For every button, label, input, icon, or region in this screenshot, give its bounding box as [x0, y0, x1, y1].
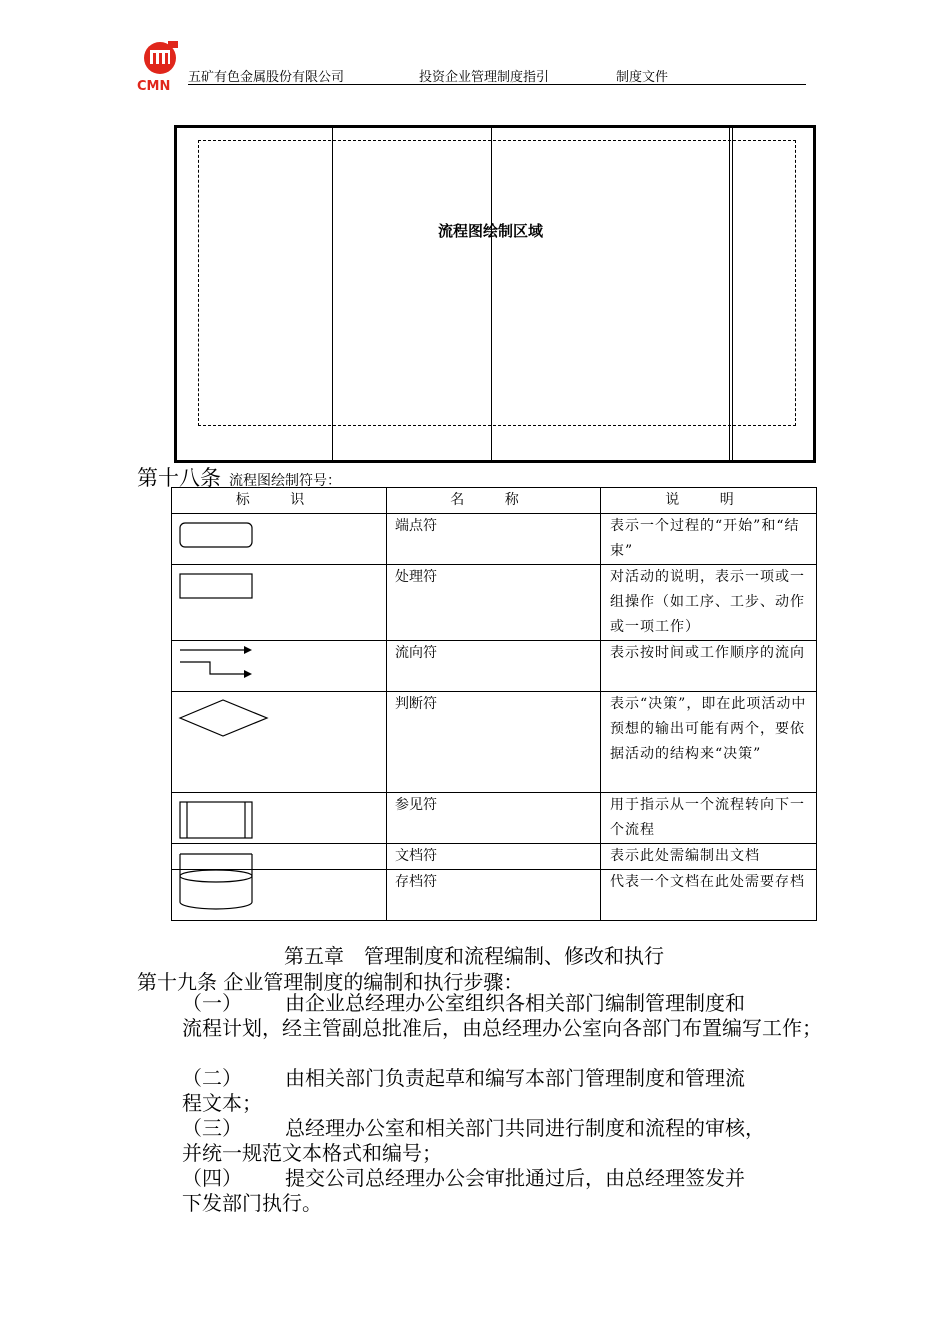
article-19-item	[182, 1116, 822, 1166]
article-19-heading: 第十九条 企业管理制度的编制和执行步骤：	[137, 970, 524, 994]
header-doc-type: 制度文件	[616, 70, 669, 85]
article-19-item	[182, 991, 822, 1041]
item-text-rest: 程文本；	[182, 1091, 262, 1115]
archive-symbol-cell	[172, 870, 387, 921]
item-number: （四）	[182, 1166, 242, 1190]
table-row	[172, 514, 817, 565]
header-divider	[188, 84, 806, 85]
item-text-line1: 由企业总经理办公室组织各相关部门编制管理制度和	[285, 991, 745, 1015]
decision-symbol-cell	[172, 692, 387, 793]
process-symbol-cell	[172, 565, 387, 641]
logo-text: CMN	[137, 79, 171, 92]
item-text-rest: 下发部门执行。	[182, 1191, 322, 1215]
table-row	[172, 692, 817, 793]
flow-direction-symbol-icon	[172, 641, 386, 691]
symbol-description: 表示一个过程的“开始”和“结束”	[601, 514, 817, 565]
document-symbol-cell	[172, 844, 387, 870]
table-header-row	[172, 488, 817, 514]
company-logo	[136, 38, 188, 92]
symbol-name: 存档符	[387, 870, 601, 921]
symbol-name: 处理符	[387, 565, 601, 641]
flowchart-column-divider	[491, 128, 492, 460]
article-19-item	[182, 1066, 822, 1116]
item-text-line1: 提交公司总经理办公会审批通过后，由总经理签发并	[285, 1166, 745, 1190]
symbol-description: 对活动的说明，表示一项或一组操作（如工序、工步、动作或一项工作）	[601, 565, 817, 641]
table-row	[172, 793, 817, 844]
terminal-symbol-icon	[172, 514, 386, 564]
symbol-name: 判断符	[387, 692, 601, 793]
header-company: 五矿有色金属股份有限公司	[188, 70, 345, 85]
table-header-description: 说 明	[601, 488, 817, 514]
item-text-rest: 流程计划，经主管副总批准后，由总经理办公室向各部门布置编写工作；	[182, 1016, 822, 1040]
flowchart-column-divider	[732, 128, 733, 460]
item-number: （二）	[182, 1066, 242, 1090]
table-row	[172, 870, 817, 921]
item-text-line1: 由相关部门负责起草和编写本部门管理制度和管理流	[285, 1066, 745, 1090]
process-symbol-icon	[172, 565, 386, 640]
item-number: （一）	[182, 991, 242, 1015]
symbol-description: 代表一个文档在此处需要存档	[601, 870, 817, 921]
flowchart-symbol-table	[171, 487, 817, 921]
table-row	[172, 641, 817, 692]
symbol-name: 参见符	[387, 793, 601, 844]
terminal-symbol-cell	[172, 514, 387, 565]
header-doc-title: 投资企业管理制度指引	[419, 70, 550, 85]
chapter-5-title: 第五章 管理制度和流程编制、修改和执行	[284, 944, 664, 968]
flowchart-area-label: 流程图绘制区域	[438, 222, 544, 240]
reference-symbol-icon	[172, 793, 386, 843]
item-text-line1: 总经理办公室和相关部门共同进行制度和流程的审核，	[285, 1116, 765, 1140]
article-18-title: 流程图绘制符号：	[229, 473, 341, 489]
symbol-description: 表示此处需编制出文档	[601, 844, 817, 870]
flowchart-area-dashed-border	[198, 140, 796, 426]
decision-symbol-icon	[172, 692, 386, 792]
item-number: （三）	[182, 1116, 242, 1140]
table-row	[172, 565, 817, 641]
symbol-description: 表示“决策”，即在此项活动中预想的输出可能有两个，要依据活动的结构来“决策”	[601, 692, 817, 793]
item-text-rest: 并统一规范文本格式和编号；	[182, 1141, 442, 1165]
article-18-number: 第十八条	[137, 466, 221, 490]
table-header-symbol: 标 识	[172, 488, 387, 514]
flowchart-column-divider	[729, 128, 730, 460]
symbol-name: 流向符	[387, 641, 601, 692]
symbol-name: 文档符	[387, 844, 601, 870]
symbol-name: 端点符	[387, 514, 601, 565]
reference-symbol-cell	[172, 793, 387, 844]
document-symbol-icon	[172, 844, 386, 869]
archive-symbol-icon	[172, 870, 386, 920]
symbol-description: 用于指示从一个流程转向下一个流程	[601, 793, 817, 844]
symbol-description: 表示按时间或工作顺序的流向	[601, 641, 817, 692]
table-row	[172, 844, 817, 870]
flow-direction-symbol-cell	[172, 641, 387, 692]
table-header-name: 名 称	[387, 488, 601, 514]
flowchart-column-divider	[332, 128, 333, 460]
article-19-item	[182, 1166, 822, 1216]
